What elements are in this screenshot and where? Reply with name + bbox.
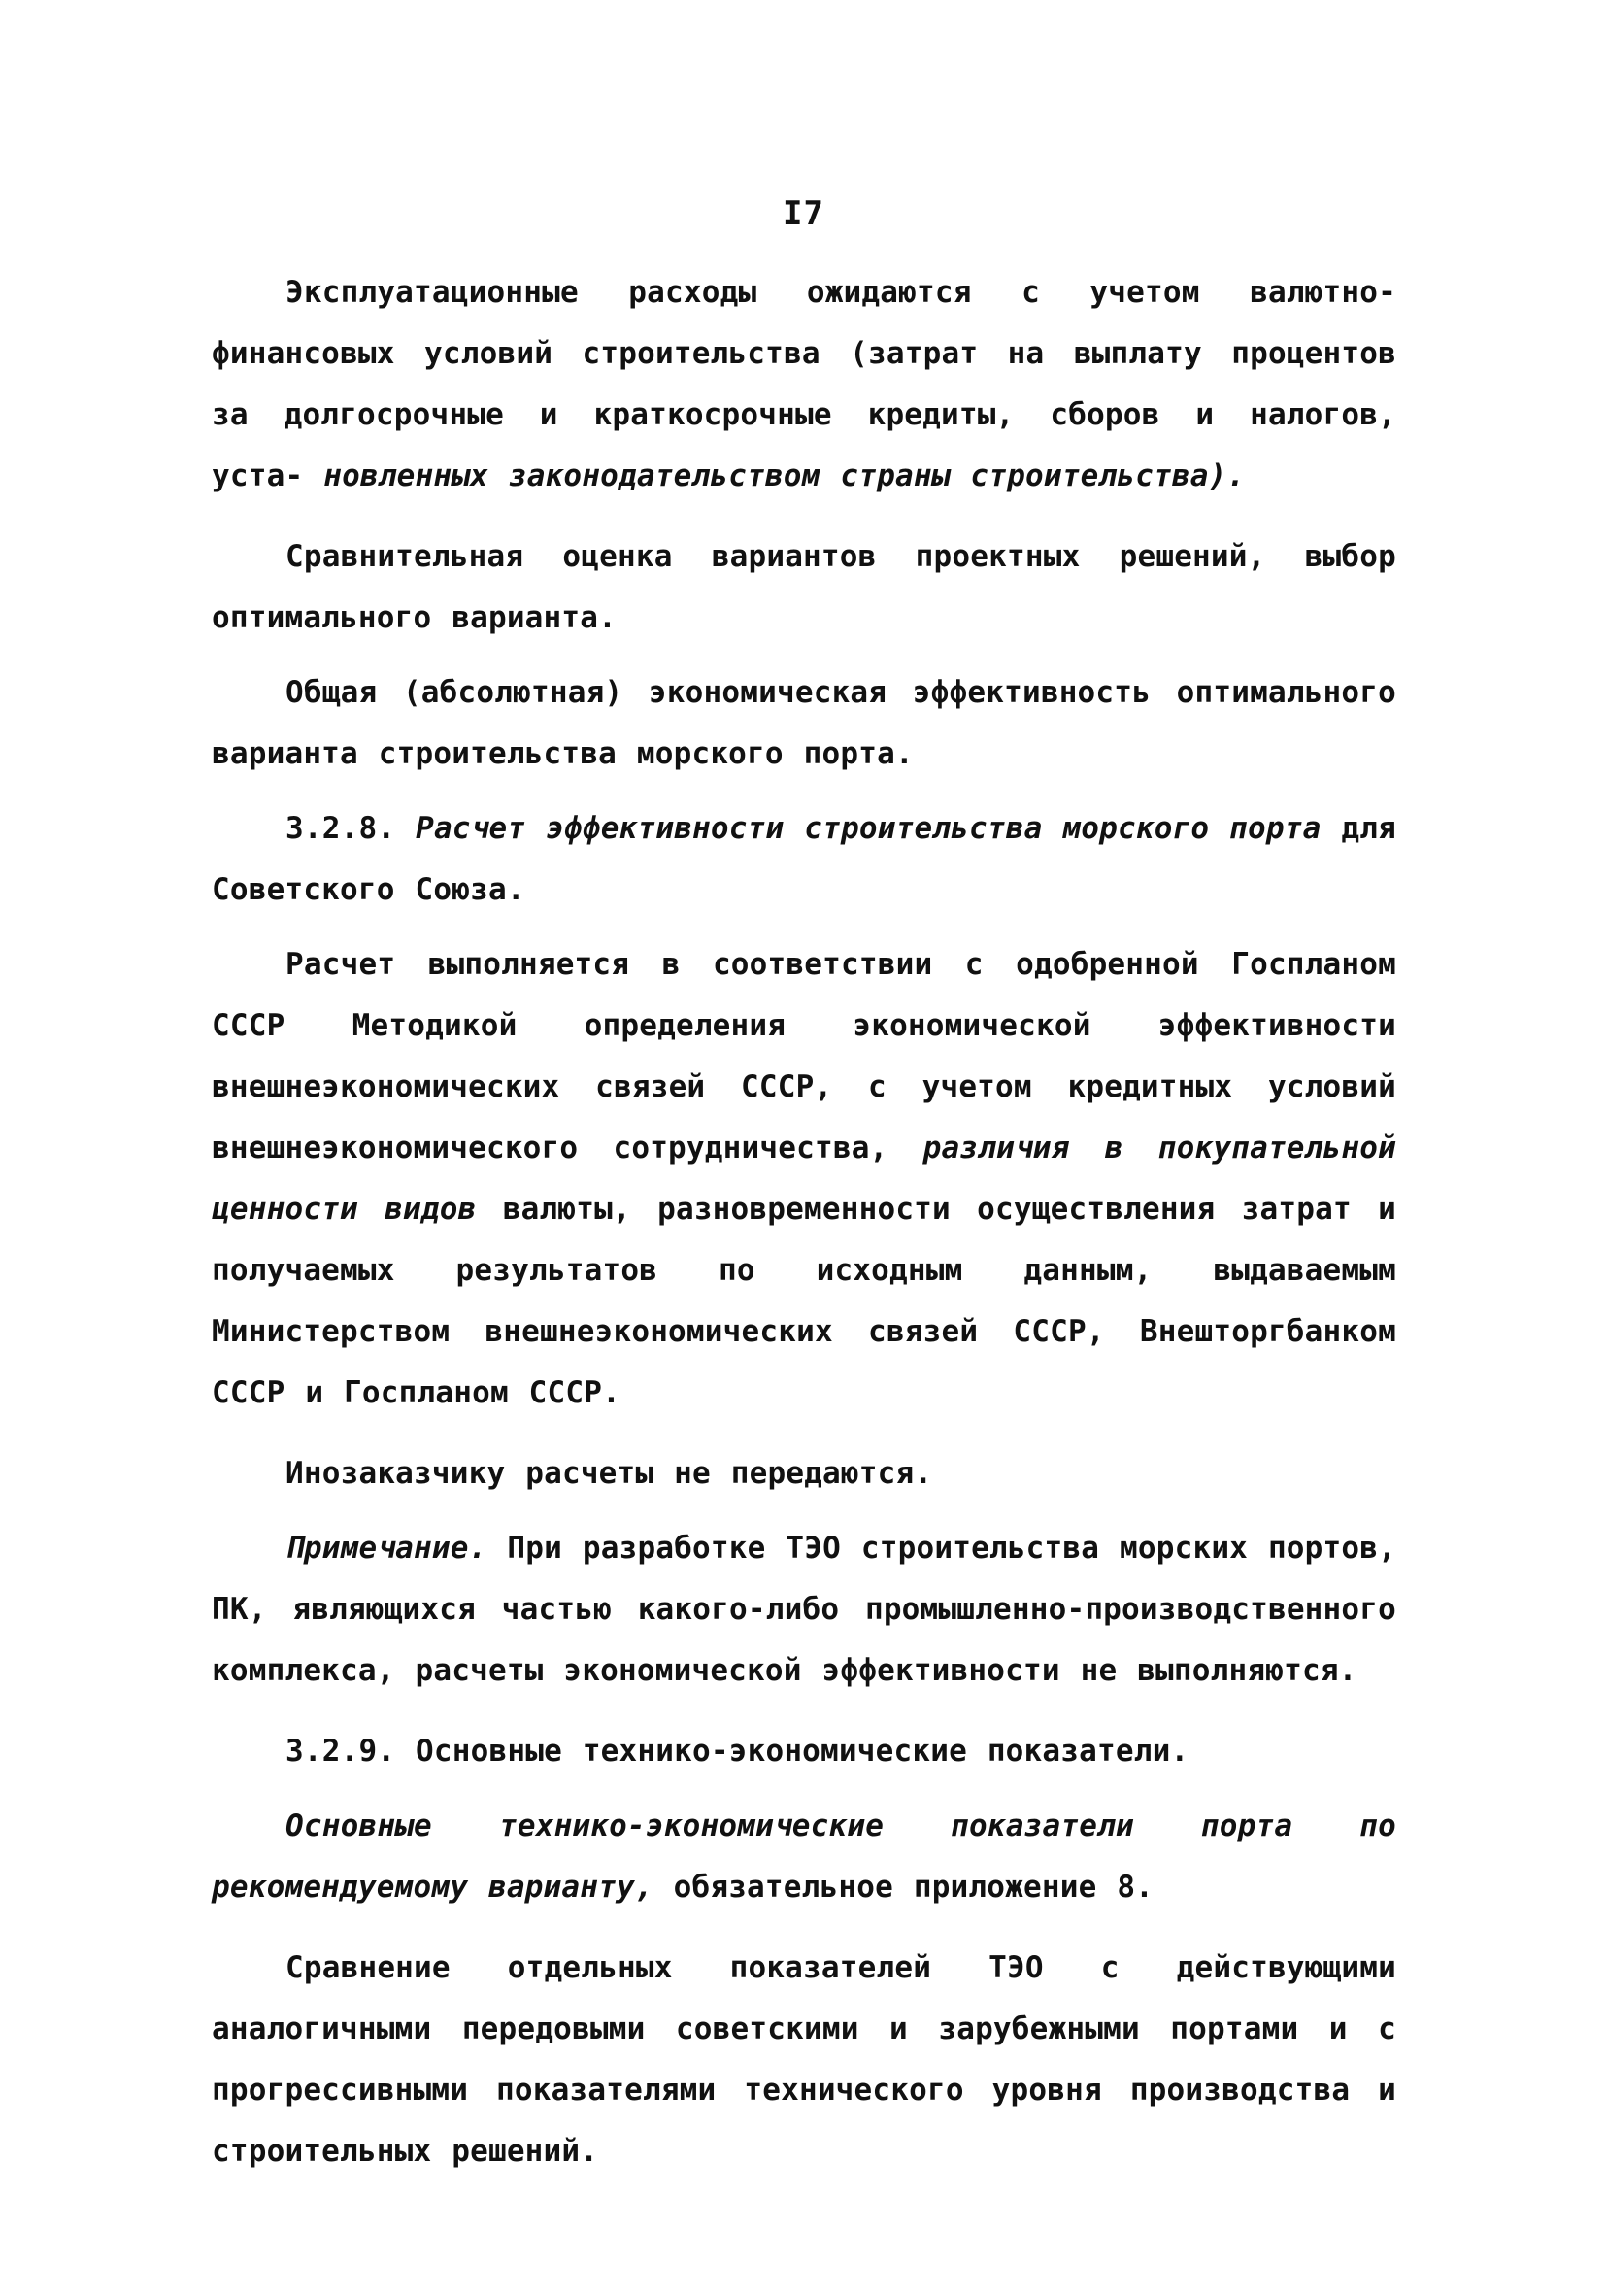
paragraph-text: Расчет выполняется в соответствии с одобренной Госпланом СССР Методикой определения экономической эффективности внешнеэкономических связей СССР, с учетом кредитных условий внешнеэкономического сотрудничества, [212,947,1396,1165]
note-label: Примечание. [285,1531,487,1566]
section-title-tail: для Советского Союза. [212,811,1396,907]
section-3-2-8-heading [212,798,1396,921]
paragraph-key-indicators [212,1796,1396,1918]
section-3-2-9-heading: 3.2.9. Основные технико-экономические показатели. [285,1734,1189,1769]
paragraph-text: обязательное приложение 8. [653,1870,1155,1905]
paragraph-comparative-evaluation: Сравнительная оценка вариантов проектных решений, выбор оптимального варианта. [212,539,1396,635]
paragraph-italic-text: новленных законодательством страны строительства). [323,458,1246,493]
section-number: 3.2.8. [285,811,417,846]
paragraph-text-continued: валюты, разновременности осуществления затрат и получаемых результатов по исходным данным, выдаваемым Министерством внешнеэкономических связей СССР, Внешторгбанком СССР и Госпланом СССР. [212,1192,1396,1410]
paragraph-note [212,1518,1396,1702]
page-number: I7 [783,194,824,233]
paragraph-operating-costs [212,262,1396,507]
section-title-italic: Расчет эффективности строительства морского порта [416,811,1322,846]
paragraph-text: Эксплуатационные расходы ожидаются с учетом валютно-финансовых условий строительства (затрат на выплату процентов за долгосрочные и краткосрочные кредиты, сборов и налогов, уста- [212,275,1396,493]
paragraph-italic-text: различия в покупательной ценности видов [212,1131,1396,1227]
paragraph-italic-text: Основные технико-экономические показатели порта по рекомендуемому варианту, [212,1808,1396,1905]
paragraph-overall-efficiency: Общая (абсолютная) экономическая эффективность оптимального варианта строительства морского порта. [212,675,1396,771]
paragraph-foreign-customer: Инозаказчику расчеты не передаются. [285,1456,933,1491]
document-body [212,262,1396,2202]
paragraph-comparison: Сравнение отдельных показателей ТЭО с действующими аналогичными передовыми советскими и зарубежными портами и с прогрессивными показателями технического уровня производства и строительных решений. [212,1950,1396,2169]
paragraph-calculation-method [212,934,1396,1424]
note-text: При разработке ТЭО строительства морских портов, ПК, являющихся частью какого-либо промышленно-производственного комплекса, расчеты экономической эффективности не выполняются. [212,1531,1396,1688]
